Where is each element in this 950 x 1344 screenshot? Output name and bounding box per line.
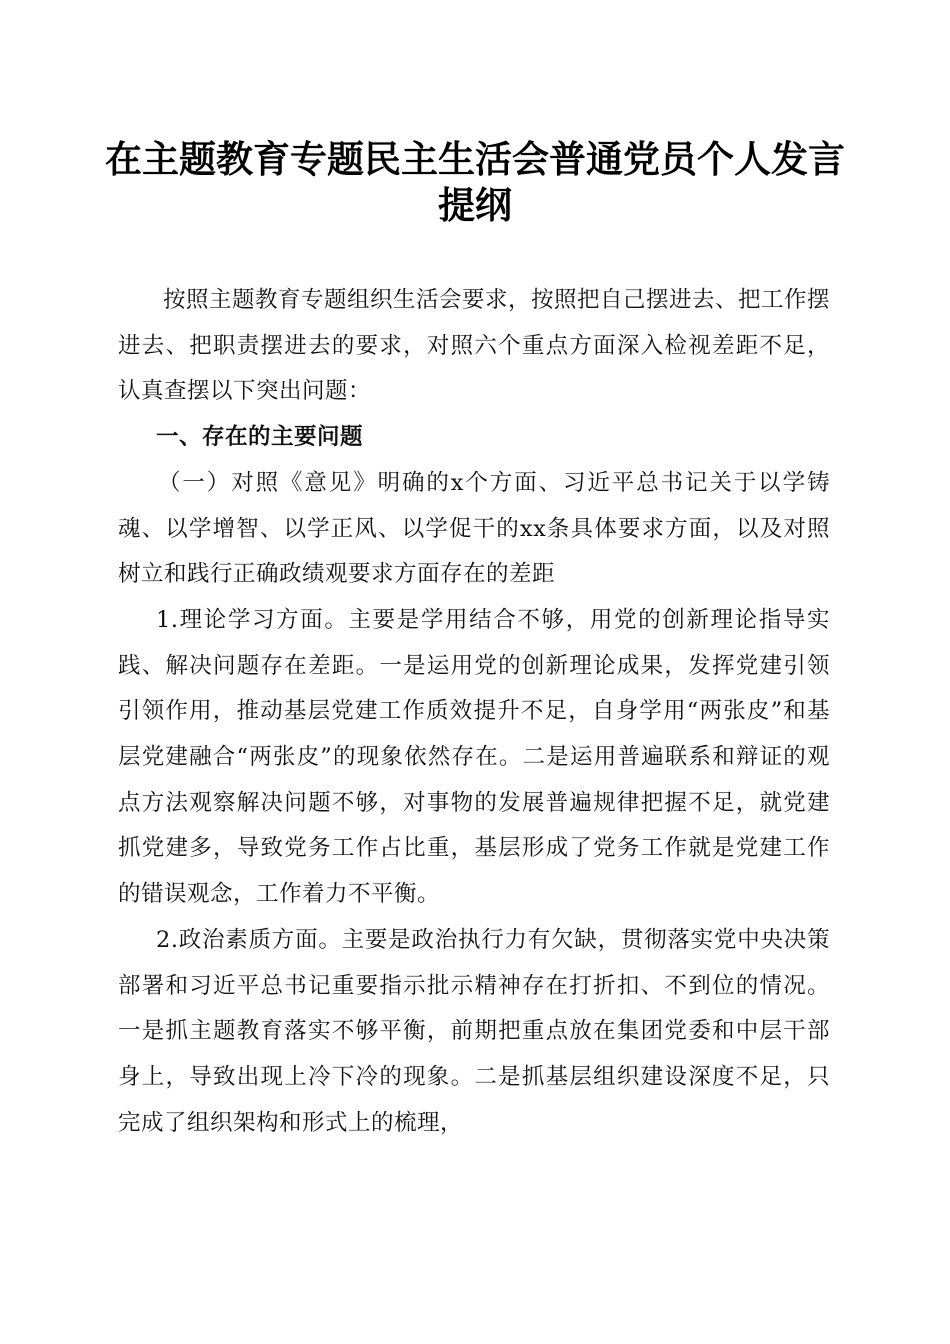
document-title (100, 136, 850, 228)
document-body (118, 278, 830, 1146)
paragraph-item-2: 2.政治素质方面。主要是政治执行力有欠缺，贯彻落实党中央决策部署和习近平总书记重要指示批示精神存在打折扣、不到位的情况。一是抓主题教育落实不够平衡，前期把重点放在集团党委和中层干部身上，导致出现上冷下冷的现象。二是抓基层组织建设深度不足，只完成了组织架构和形式上的梳理， (118, 926, 830, 1136)
paragraph-item-1: 1.理论学习方面。主要是学用结合不够，用党的创新理论指导实践、解决问题存在差距。一是运用党的创新理论成果，发挥党建引领引领作用，推动基层党建工作质效提升不足，自身学用“两张皮”和基层党建融合“两张皮”的现象依然存在。二是运用普遍联系和辩证的观点方法观察解决问题不够，对事物的发展普遍规律把握不足，就党建抓党建多，导致党务工作占比重，基层形成了党务工作就是党建工作的错误观念，工作着力不平衡。 (118, 606, 830, 908)
subsection-heading: （一）对照《意见》明确的x个方面、习近平总书记关于以学铸魂、以学增智、以学正风、以学促干的xx条具体要求方面，以及对照树立和践行正确政绩观要求方面存在的差距 (118, 469, 830, 588)
section-heading: 一、存在的主要问题 (156, 424, 364, 451)
intro-paragraph: 按照主题教育专题组织生活会要求，按照把自己摆进去、把工作摆进去、把职责摆进去的要求，对照六个重点方面深入检视差距不足，认真查摆以下突出问题： (118, 287, 831, 405)
title-line-2: 提纲 (438, 183, 512, 227)
title-line-1: 在主题教育专题民主生活会普通党员个人发言 (105, 137, 845, 181)
